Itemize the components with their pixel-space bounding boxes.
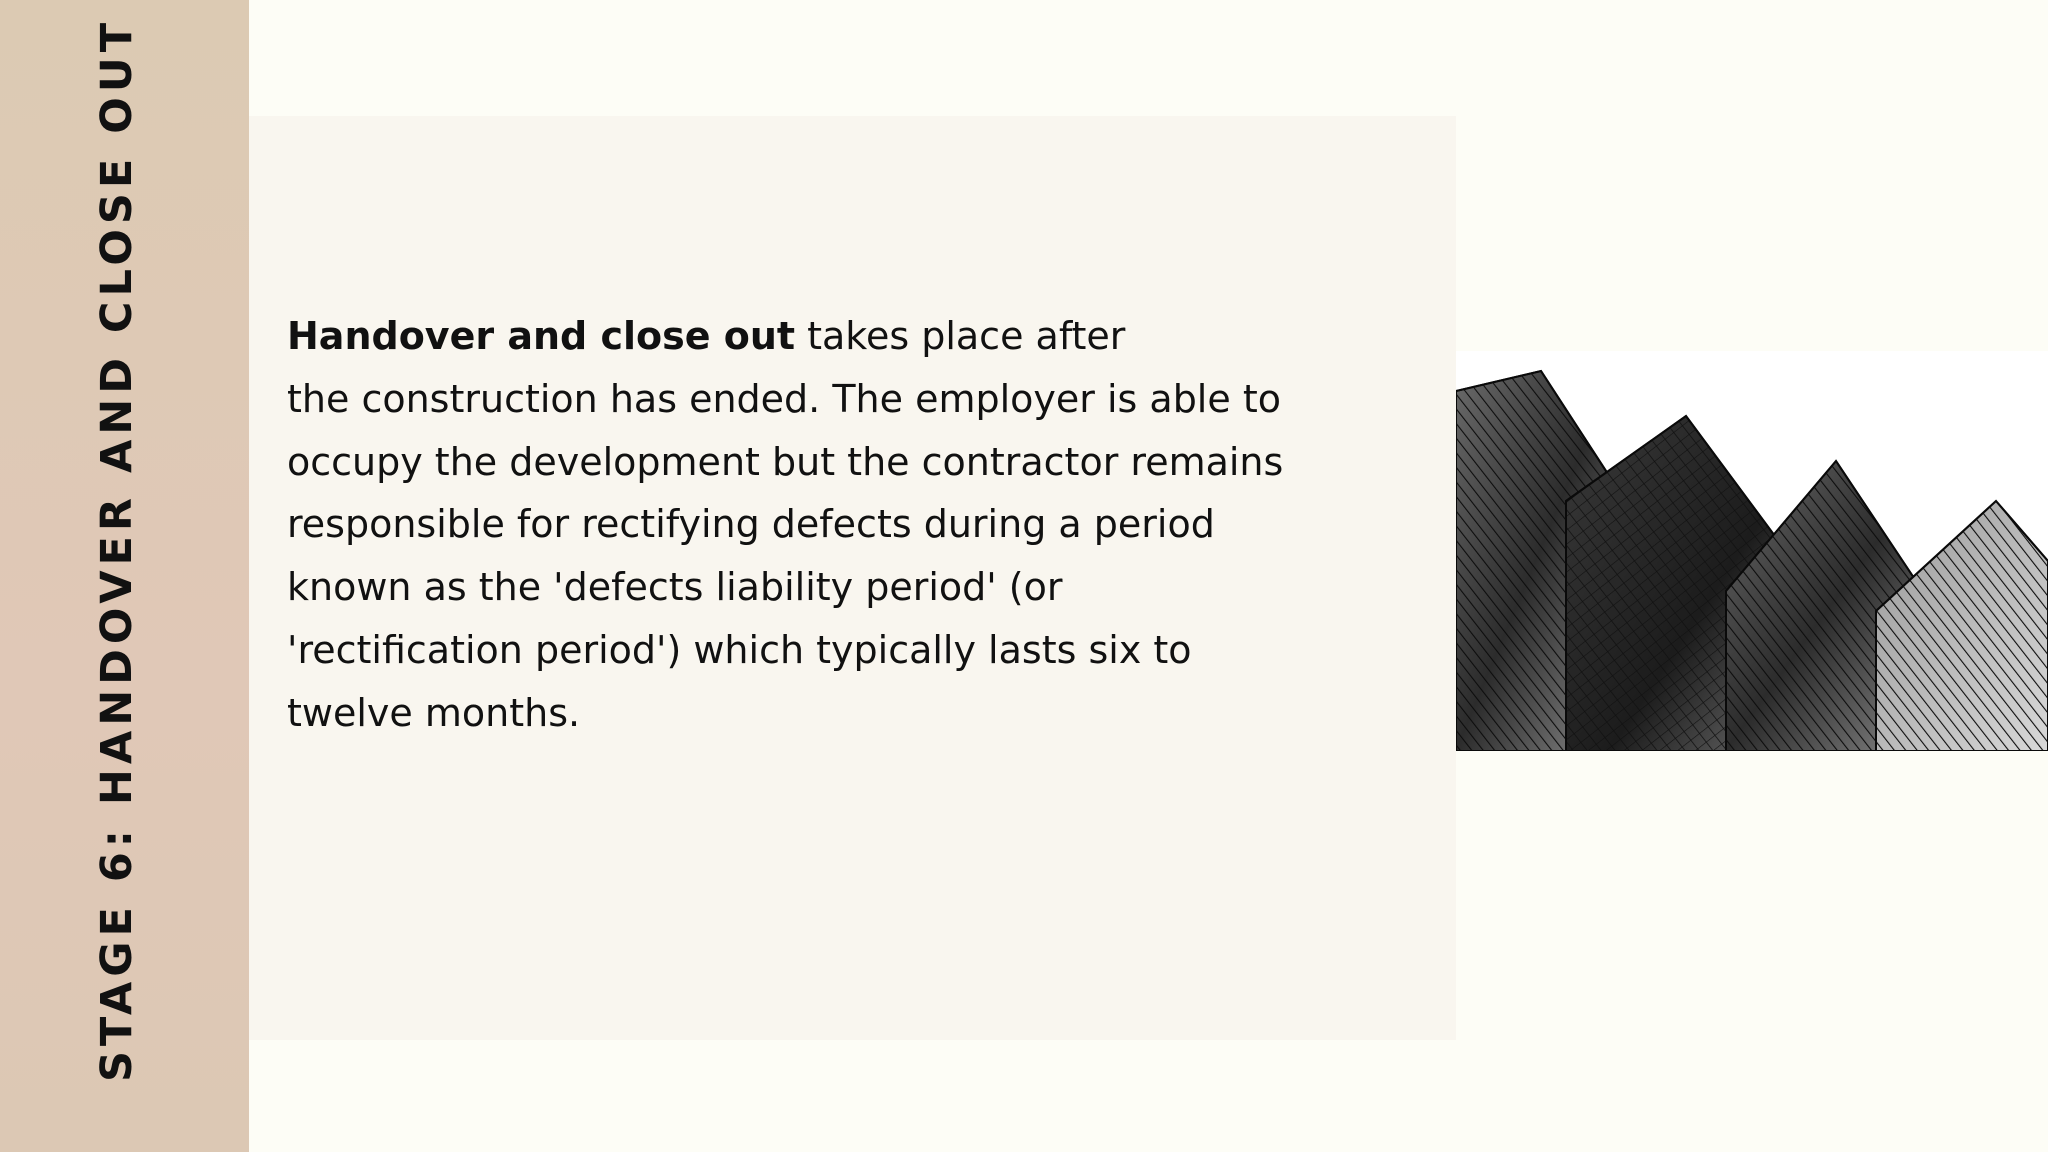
- sidebar: [0, 0, 249, 1152]
- body-paragraph: [287, 305, 1367, 745]
- body-line-2: the construction has ended. The employer is able to: [287, 376, 1281, 421]
- body-line-5: known as the 'defects liability period' (or: [287, 565, 1063, 610]
- body-line-7: twelve months.: [287, 690, 581, 735]
- body-line-6: 'rectification period') which typically lasts six to: [287, 627, 1192, 672]
- skyscraper-photo: [1456, 351, 2048, 751]
- skyscraper-illustration: [1456, 351, 2048, 751]
- body-lead: Handover and close out: [287, 314, 796, 358]
- body-line-4: responsible for rectifying defects during a period: [287, 502, 1215, 547]
- body-line-1: takes place after: [795, 314, 1126, 358]
- stage-title: STAGE 6: HANDOVER AND CLOSE OUT: [92, 17, 142, 1083]
- body-line-3: occupy the development but the contractor remains: [287, 439, 1284, 484]
